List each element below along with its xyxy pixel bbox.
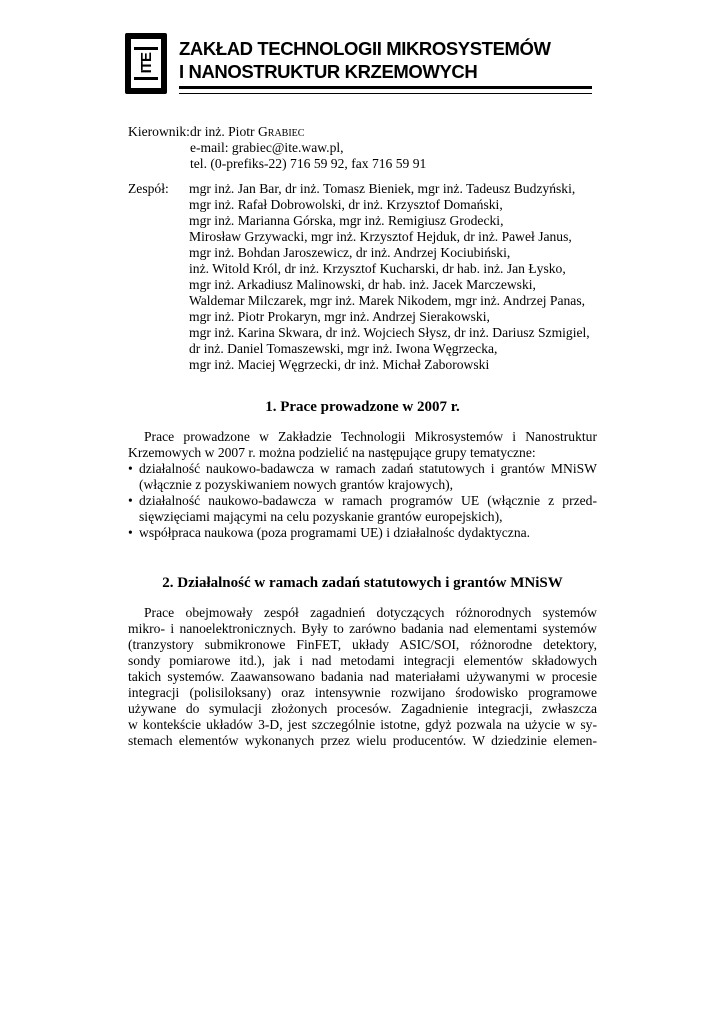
team-line: Mirosław Grzywacki, mgr inż. Krzysztof Hejduk, dr inż. Paweł Janus, bbox=[189, 229, 572, 244]
header-rule-thin bbox=[179, 93, 592, 94]
logo-bar-bottom bbox=[134, 77, 158, 80]
paragraph-line: w kontekście układów 3-D, jest szczególnie istotne, gdyż pozwala na użycie w sy- bbox=[128, 717, 597, 732]
list-item-line: sięwzięciami mającymi na celu pozyskanie grantów europejskich), bbox=[139, 509, 503, 524]
paragraph-line: mikro- i nanoelektronicznych. Były to zarówno badania nad elementami systemów bbox=[128, 621, 597, 636]
team-line: mgr inż. Rafał Dobrowolski, dr inż. Krzysztof Domański, bbox=[189, 197, 503, 212]
paragraph-line: Prace prowadzone w Zakładzie Technologii Mikrosystemów i Nanostruktur bbox=[144, 429, 597, 444]
team-line: mgr inż. Piotr Prokaryn, mgr inż. Andrzej Sierakowski, bbox=[189, 309, 490, 324]
section-1-bullet-list bbox=[128, 461, 597, 541]
ite-logo-frame bbox=[129, 37, 163, 90]
team-line: mgr inż. Maciej Węgrzecki, dr inż. Michał Zaborowski bbox=[189, 357, 490, 372]
team-line: dr inż. Daniel Tomaszewski, mgr inż. Iwona Węgrzecka, bbox=[189, 341, 498, 356]
paragraph-line: Prace obejmowały zespół zagadnień dotyczących różnorodnych systemów bbox=[144, 605, 597, 620]
list-item bbox=[128, 461, 597, 493]
paragraph-line: integracji (polisiloksany) oraz intensywnie rozwijano środowisko programowe bbox=[128, 685, 597, 700]
page-title bbox=[179, 37, 551, 83]
team-label: Zespół: bbox=[128, 181, 169, 196]
team-line: mgr inż. Marianna Górska, mgr inż. Remigiusz Grodecki, bbox=[189, 213, 504, 228]
head-name-prefix: dr inż. Piotr bbox=[190, 124, 258, 139]
paragraph-line: sondy pomiarowe itd.), jak i nad metodami integracji elementów składowych bbox=[128, 653, 597, 668]
list-item-line: działalność naukowo-badawcza w ramach zadań statutowych i grantów MNiSW bbox=[139, 461, 597, 476]
head-email: e-mail: grabiec@ite.waw.pl, bbox=[190, 140, 344, 155]
paragraph-line: (tranzystory submikronowe FinFET, układy ASIC/SOI, różnorodne detektory, bbox=[128, 637, 597, 652]
section-1-heading: 1. Prace prowadzone w 2007 r. bbox=[265, 399, 460, 415]
ite-logo bbox=[125, 33, 167, 94]
team-lines bbox=[189, 181, 590, 373]
head-phone: tel. (0-prefiks-22) 716 59 92, fax 716 59 91 bbox=[190, 156, 427, 171]
team-line: mgr inż. Arkadiusz Malinowski, dr hab. inż. Jacek Marczewski, bbox=[189, 277, 536, 292]
paragraph-line: stemach elementów wykonanych przez wielu producentów. W dziedzinie elemen- bbox=[128, 733, 597, 748]
bullet-marker: • bbox=[128, 493, 133, 508]
head-label: Kierownik: bbox=[128, 124, 190, 139]
team-line: inż. Witold Król, dr inż. Krzysztof Kucharski, dr hab. inż. Jan Łysko, bbox=[189, 261, 566, 276]
logo-text: ITE bbox=[137, 53, 155, 74]
paragraph-line: Krzemowych w 2007 r. można podzielić na następujące grupy tematyczne: bbox=[128, 445, 536, 460]
logo-bar-top bbox=[134, 47, 158, 50]
team-line: mgr inż. Karina Skwara, dr inż. Wojciech Słysz, dr inż. Dariusz Szmigiel, bbox=[189, 325, 590, 340]
list-item-line: współpraca naukowa (poza programami UE) i działalnośc dydaktyczna. bbox=[139, 525, 531, 540]
section-2-heading: 2. Działalność w ramach zadań statutowych i grantów MNiSW bbox=[162, 575, 563, 591]
head-name-surname: Grabiec bbox=[257, 124, 305, 139]
bullet-marker: • bbox=[128, 525, 133, 540]
list-item bbox=[128, 525, 597, 541]
head-info bbox=[128, 124, 597, 172]
head-lines bbox=[190, 124, 426, 172]
list-item bbox=[128, 493, 597, 525]
team-line: mgr inż. Jan Bar, dr inż. Tomasz Bieniek, mgr inż. Tadeusz Budzyński, bbox=[189, 181, 576, 196]
title-line-2: I NANOSTRUKTUR KRZEMOWYCH bbox=[179, 61, 478, 82]
paragraph-line: używane do symulacji złożonych procesów. Zagadnienie integracji, zwłaszcza bbox=[128, 701, 597, 716]
paragraph-line: takich systemów. Zaawansowano badania nad materiałami używanymi w procesie bbox=[128, 669, 597, 684]
section-2-paragraph bbox=[128, 605, 597, 749]
header-rule-thick bbox=[179, 86, 592, 89]
title-line-1: ZAKŁAD TECHNOLOGII MIKROSYSTEMÓW bbox=[179, 38, 551, 59]
list-item-line: (włącznie z pozyskiwaniem nowych grantów krajowych), bbox=[139, 477, 454, 492]
team-line: mgr inż. Bohdan Jaroszewicz, dr inż. Andrzej Kociubiński, bbox=[189, 245, 511, 260]
head-name bbox=[190, 124, 426, 140]
list-item-line: działalność naukowo-badawcza w ramach programów UE (włącznie z przed- bbox=[139, 493, 597, 508]
section-1-intro bbox=[128, 429, 597, 461]
bullet-marker: • bbox=[128, 461, 133, 476]
team-line: Waldemar Milczarek, mgr inż. Marek Nikodem, mgr inż. Andrzej Panas, bbox=[189, 293, 586, 308]
team-info bbox=[128, 181, 597, 373]
